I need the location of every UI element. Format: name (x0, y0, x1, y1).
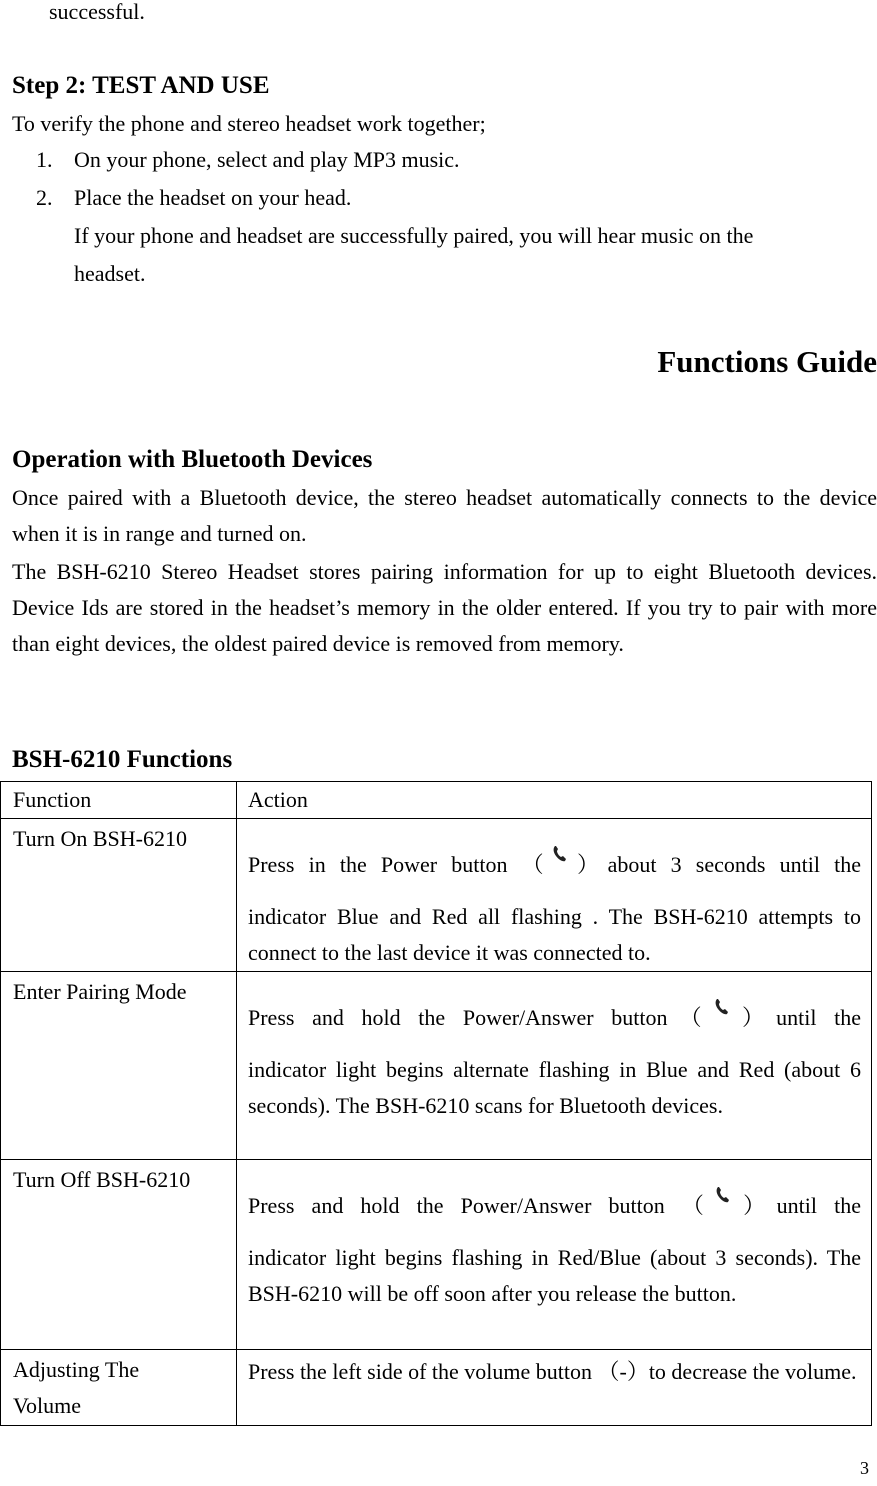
table-row (1, 1160, 872, 1350)
list-item-number: 2. (36, 185, 53, 210)
step2-intro: To verify the phone and stereo headset work together; (12, 111, 486, 136)
action-cell (237, 819, 872, 972)
table-row (1, 972, 872, 1160)
page-title: Functions Guide (657, 344, 877, 379)
action-cell: Press the left side of the volume button （-）to decrease the volume. (237, 1350, 872, 1426)
function-cell: Enter Pairing Mode (1, 972, 237, 1160)
action-first-line (248, 1180, 861, 1224)
action-first-line (248, 992, 861, 1036)
operation-paragraph-1: Once paired with a Bluetooth device, the stereo headset automatically connects to the device when it is in range and turned on. (12, 485, 877, 546)
function-cell: Adjusting The Volume (1, 1350, 237, 1426)
list-item-number: 1. (36, 147, 53, 172)
function-cell: Turn On BSH-6210 (1, 819, 237, 972)
action-first-line (248, 839, 861, 883)
phone-icon (714, 992, 730, 1012)
table-row (1, 819, 872, 972)
functions-heading: BSH-6210 Functions (12, 746, 233, 773)
operation-paragraph-2: The BSH-6210 Stereo Headset stores pairing information for up to eight Bluetooth devices. Device Ids are stored in the headset’s memory in the older entered. If you try to pair with more than eight devices, the oldest paired device is removed from memory. (12, 559, 877, 656)
list-item-text: On your phone, select and play MP3 music. (74, 147, 460, 172)
column-header-function: Function (1, 782, 237, 819)
phone-icon (552, 839, 568, 859)
list-item-text: Place the headset on your head. (74, 185, 352, 210)
action-text-post: ）until the (729, 1005, 862, 1030)
action-text-rest: indicator light begins alternate flashing in Blue and Red (about 6 seconds). The BSH-6210 scans for Bluetooth devices. (248, 1057, 861, 1118)
action-text-pre: Press in the Power button （ (248, 852, 553, 877)
step2-heading: Step 2: TEST AND USE (12, 72, 270, 99)
action-text-rest: indicator light begins flashing in Red/Blue (about 3 seconds). The BSH-6210 will be off soon after you release the button. (248, 1245, 861, 1306)
action-cell (237, 1160, 872, 1350)
action-text-rest: indicator Blue and Red all flashing . The BSH-6210 attempts to connect to the last device it was connected to. (248, 904, 861, 965)
action-cell (237, 972, 872, 1160)
top-fragment-text: successful. (49, 0, 145, 24)
action-text-pre: Press and hold the Power/Answer button（ (248, 1005, 714, 1030)
step2-note-line1: If your phone and headset are successfully paired, you will hear music on the (74, 223, 754, 248)
column-header-action: Action (237, 782, 872, 819)
phone-icon (715, 1180, 731, 1200)
action-text-pre: Press and hold the Power/Answer button （ (248, 1193, 716, 1218)
function-cell: Turn Off BSH-6210 (1, 1160, 237, 1350)
table-header-row (1, 782, 872, 819)
table-row (1, 1350, 872, 1426)
page-number: 3 (860, 1458, 869, 1478)
action-text-post: ）about 3 seconds until the (568, 852, 861, 877)
action-text-post: ）until the (731, 1193, 861, 1218)
operation-heading: Operation with Bluetooth Devices (12, 446, 373, 473)
step2-note-line2: headset. (74, 261, 146, 286)
functions-table (0, 781, 872, 1426)
